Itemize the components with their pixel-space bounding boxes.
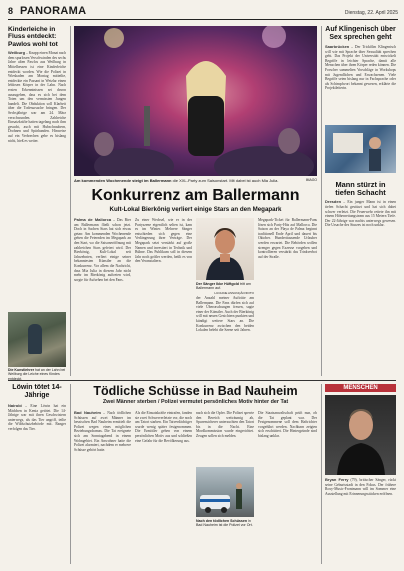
bottom-subhead: Zwei Männer sterben / Polizei vermutet persönliches Motiv hinter der Tat — [102, 399, 289, 405]
main-col-1: Palma de Mallorca – Das Bier am Ballermann fließt schon jetzt. Doch in Sachen Stars hat sich etwas getan: Am kommenden Wochenende gehen die Feiernden im Megapark an den Start, wo die Saisoneröffnung mit zahlreichen Stars gefeiert wird. Der Bierkönig, Kult-Lokal seit Jahrzehnten, verliert einige seiner bekanntesten Künstler an die Konkurrenz. Vor allem die Nachricht, dass Mia Julia in diesem Jahr nicht mehr im Bierkönig auftreten wird, sorgte für Aufsehen bei den Fans. — [74, 218, 131, 282]
bottom-col2-text: Als die Einsatzkräfte eintrafen, fanden sie zwei Schwerverletzte vor, die noch am Tatort starben. Ein Tatverdächtiger wurde wenig später festgenommen. Die Ermittler gehen von einem persönlichen Motiv aus und schließen eine Gefahr für die Bevölkerung aus. — [135, 411, 192, 443]
right-headline: Auf Klingenisch über Sex sprechen geht — [325, 26, 396, 41]
teaser-headline: Löwin tötet 14-Jährige — [12, 384, 62, 399]
bottom-col1-text: Nach tödlichen Schüssen auf zwei Männer im hessischen Bad Nauheim ermittelt die Polizei wegen eines möglichen Beziehungsdramas. Die Tat ereignete sich am Sonntagabend in einem Wohngebiet. Ein Anwohner hatte die Polizei alarmiert, nachdem er mehrere Schüsse gehört hatte. — [74, 411, 131, 452]
right-column — [325, 26, 396, 376]
main-photo — [74, 26, 317, 176]
classroom-image — [325, 125, 396, 173]
people-photo — [325, 395, 396, 475]
concert-scene-image — [74, 26, 317, 176]
right-body: Saarbrücken – Der Trickfilm Klingenisch will wie mit Sprache über Sexualität sprechen geht. Das Projekt der Universität entwickelt Begriffe in leichter Sprache, damit alle Menschen über ihren Körper reden können. Die Forscher sammelten Vorschläge in Workshops mit Jugendlichen und Erwachsenen. Viele Begriffe seien bislang nur in Fachsprache oder als Schimpfwort bekannt gewesen, erklärte die Projektleiterin. — [325, 45, 396, 91]
teaser-body: Nairobi – Eine Löwin hat ein Mädchen in Kenia getötet. Die 14-Jährige war mit ihren Geschwistern unterwegs, als das Tier angriff, teilte die Wildschutzbehörde mit. Ranger verfolgen das Tier. — [8, 404, 66, 431]
main-subhead: Kult-Lokal Bierkönig verliert einige Stars an den Megapark — [109, 206, 282, 213]
main-headline: Konkurrenz am Ballermann — [91, 187, 300, 204]
right-sub-dateline: Dresden — [325, 200, 342, 205]
main-col2-text: Zu einer Wechsel, wie er in der Partyszene eigentlich selten ist, kam es im Winter. Mehrere Sänger entschieden sich gegen eine Verlängerung ihrer Verträge. Der Megapark setzt verstärkt auf große Namen und investiert in Technik und Bühne. Das Publikum soll in diesem Jahr noch größer werden, heißt es von den Veranstaltern. — [135, 218, 192, 264]
left-dateline: Weilburg — [8, 51, 26, 56]
bottom-col-4 — [258, 411, 317, 566]
section-title: PANORAMA — [20, 5, 87, 17]
page-header — [8, 6, 398, 20]
people-name: Bryan Ferry — [325, 478, 349, 482]
left-body: Weilburg – Knapp einen Monat nach dem spurlosen Verschwinden des sechs Jahre alten Pawlos aus Weilburg in Mittelhessen ist eine Kinderleiche entdeckt worden. Wie die Polizei in Wiesbaden am Montag mitteilte, entdeckte ein Passant in Wetzlar einen leblosen Körper in der Lahn. Nach ersten Erkenntnissen sei davon auszugehen, dass es sich bei dem Toten um den vermissten Jungen handelt. Die Obduktion soll Klarheit über die Todesursache bringen. Der Sechsjährige war am 24. März verschwunden. Zahlreiche Einsatzkräfte hatten tagelang nach ihm gesucht, auch mit Hubschraubern, Drohnen und Spürhunden. Hinweise auf ein Verbrechen gebe es bislang nicht, hieß es weiter. — [8, 51, 66, 143]
people-box — [325, 384, 396, 564]
teaser-block — [8, 384, 66, 564]
right-dateline: Saarbrücken — [325, 45, 350, 49]
page-number: 8 — [8, 6, 14, 16]
main-photo-credit: IMAGO — [305, 178, 317, 182]
right-sub-text: Ein junger Mann ist in einen tiefen Schacht gestürzt und hat sich dabei schwer verletzt. Die Feuerwehr rettete ihn mit einem Höhenrettungsteam aus 15 Metern Tiefe. Der 22-Jährige war nachts unterwegs gewesen. Die Ursache des Sturzes ist noch unklar. — [325, 200, 396, 228]
right-subheadline: Mann stürzt in tiefen Schacht — [335, 180, 386, 198]
left-caption-name: Die Kunstlehrer — [8, 368, 35, 373]
portrait-photo — [196, 218, 254, 280]
portrait-caption-bold: Der Sänger Ikke Hüftgold — [196, 282, 239, 286]
left-photo-caption — [8, 368, 66, 381]
people-label: MENSCHEN — [325, 384, 396, 392]
portrait-caption — [196, 282, 254, 295]
main-col-4 — [258, 218, 317, 376]
main-col4-text: Megapark-Ticket für Ballermann-Fans lösen sich Party-Hits auf Mallorca. Die Saison an der Playa de Palma beginnt traditionell Ende April und dauert bis Oktober. Hunderttausende Urlauber werden erwartet. Die Behörden wollen strenger gegen Exzesse vorgehen und kontrollieren verstärkt das Trinkverbot auf der Straße. — [258, 218, 317, 259]
portrait-caption-text: tritt am Ballermann auf. — [196, 282, 251, 291]
teaser-dateline: Nairobi — [8, 404, 22, 408]
right-photo — [325, 125, 396, 173]
bottom-col3-text: nach sich die Opfer. Die Polizei sperrte den Bereich weiträumig ab, Spurensicherer untersuchten den Tatort bis in die Nacht. Eine Mordkommission wurde eingerichtet. Zeugen sollen sich melden. — [196, 411, 254, 438]
left-text: Knapp einen Monat nach dem spurlosen Verschwinden des sechs Jahre alten Pawlos aus Weilburg in Mittelhessen ist eine Kinderleiche entdeckt worden. Wie die Polizei in Wiesbaden am Montag mitteilte, entdeckte ein Passant in Wetzlar einen leblosen Körper in der Lahn. Nach ersten Erkenntnissen sei davon auszugehen, dass es sich bei dem Toten um den vermissten Jungen handelt. Die Obduktion soll Klarheit über die Todesursache bringen. Der Sechsjährige war am 24. März verschwunden. Zahlreiche Einsatzkräfte hatten tagelang nach ihm gesucht, auch mit Hubschraubern, Drohnen und Spürhunden. Hinweise auf ein Verbrechen gebe es bislang nicht, hieß es weiter. — [8, 51, 66, 143]
main-photo-caption — [74, 178, 317, 183]
right-sub-body: Dresden – Ein junger Mann ist in einen tiefen Schacht gestürzt und hat sich dabei schwer verletzt. Die Feuerwehr rettete ihn mit einem Höhenrettungsteam aus 15 Metern Tiefe. Der 22-Jährige war nachts unterwegs gewesen. Die Ursache des Sturzes ist noch unklar. — [325, 200, 396, 228]
teaser-text: Eine Löwin hat ein Mädchen in Kenia getötet. Die 14-Jährige war mit ihren Geschwistern unterwegs, als das Tier angriff, teilte die Wildschutzbehörde mit. Ranger verfolgen das Tier. — [8, 404, 66, 431]
main-col3-text: der Anzahl meiner Auftritte am Ballermann. Die Fans dürfen sich auf viele Überraschungen freuen, sagte einer der Künstler. Auch der Bierkönig will mit neuen Gesichtern punkten und kündigt weitere Stars an. Die Konkurrenz zwischen den beiden Lokalen belebt die Szene seit Jahren. — [196, 296, 254, 333]
bryan-ferry-portrait-image — [325, 395, 396, 475]
right-text: Der Trickfilm Klingenisch will wie mit Sprache über Sexualität sprechen geht. Das Projekt der Universität entwickelt Begriffe in leichter Sprache, damit alle Menschen über ihren Körper reden können. Die Forscher sammelten Vorschläge in Workshops mit Jugendlichen und Erwachsenen. Viele Begriffe seien bislang nur in Fachsprache oder als Schimpfwort bekannt gewesen, erklärte die Projektleiterin. — [325, 45, 396, 91]
bottom-col-1: Bad Nauheim – Nach tödlichen Schüssen auf zwei Männer im hessischen Bad Nauheim ermittelt die Polizei wegen eines möglichen Beziehungsdramas. Die Tat ereignete sich am Sonntagabend in einem Wohngebiet. Ein Anwohner hatte die Polizei alarmiert, nachdem er mehrere Schüsse gehört hatte. — [74, 411, 131, 452]
main-caption-text: die XXL-Party zum Saisonstart. Mit dabei ist auch Mia Julia. — [172, 178, 279, 183]
left-column — [8, 26, 66, 381]
main-col1-text: Das Bier am Ballermann fließt schon jetzt. Doch in Sachen Stars hat sich etwas getan: Am kommenden Wochenende gehen die Feiernden im Megapark an den Start, wo die Saisoneröffnung mit zahlreichen Stars gefeiert wird. Der Bierkönig, Kult-Lokal seit Jahrzehnten, verliert einige seiner bekanntesten Künstler an die Konkurrenz. Vor allem die Nachricht, dass Mia Julia in diesem Jahr nicht mehr im Bierkönig auftreten wird, sorgte für Aufsehen bei den Fans. — [74, 218, 131, 282]
police-scene-image — [196, 467, 254, 517]
people-text: (79), britischer Sänger, rückt seine Geburtsstadt in den Fokus. Der frühere Roxy-Music-Frontmann will im Sommer eine Ausstellung mit Erinnerungsstücken eröffnen. — [325, 478, 396, 496]
bottom-photo-caption — [196, 519, 254, 528]
bottom-photo — [196, 467, 254, 517]
main-col-2 — [135, 218, 192, 376]
main-col-3 — [196, 296, 254, 376]
left-photo — [8, 312, 66, 367]
people-body — [325, 478, 396, 568]
main-caption-bold: Am kommenden Wochenende steigt im Ballermann — [74, 178, 172, 183]
bottom-caption-text: in Bad Nauheim ist die Polizei vor Ort. — [196, 519, 253, 528]
portrait-credit: LUCIANE ASSUNÇÃO/FOTO — [214, 290, 254, 295]
bottom-col4-text: Die Staatsanwaltschaft prüft nun, ob die Tat geplant war. Der Festgenommene soll dem Haftrichter vorgeführt werden. Nachbarn zeigten sich erschüttert. Die Hintergründe sind bislang unklar. — [258, 411, 317, 438]
singer-portrait-image — [196, 218, 254, 280]
issue-date: Dienstag, 22. April 2025 — [344, 10, 398, 16]
left-caption-text: hat an der Lahn bei Weilburg die Leiche eines Kindes entdeckt. — [8, 368, 66, 381]
main-dateline: Palma de Mallorca — [74, 218, 112, 222]
bottom-caption-bold: Nach den tödlichen Schüssen — [196, 519, 248, 523]
bottom-dateline: Bad Nauheim — [74, 411, 101, 415]
bottom-col-2 — [135, 411, 192, 566]
left-headline: Kinderleiche in Fluss entdeckt: Pawlos wohl tot — [8, 26, 58, 48]
bottom-col-3 — [196, 411, 254, 465]
bottom-headline: Tödliche Schüsse in Bad Nauheim — [93, 384, 298, 398]
